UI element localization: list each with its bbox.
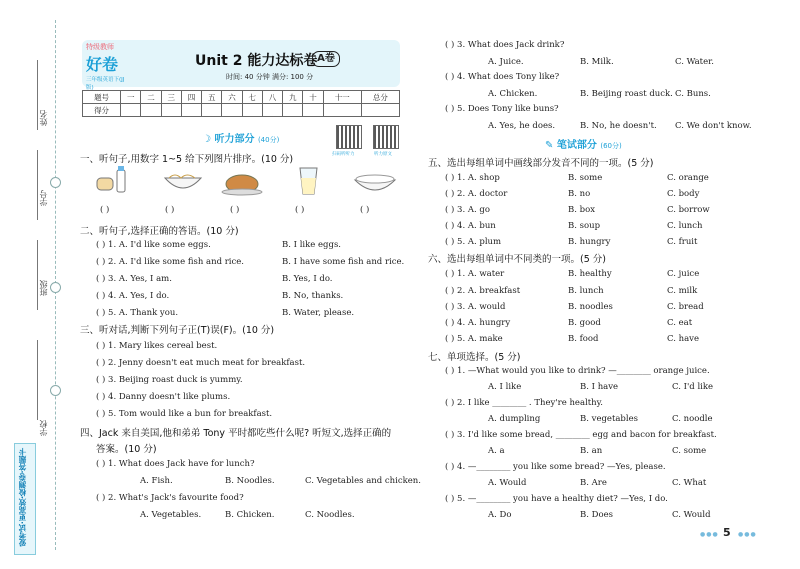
s4-option-b: B. Beijing roast duck. <box>580 89 673 99</box>
student-id-label: 学号 <box>39 190 48 206</box>
binding-hole <box>50 177 61 188</box>
s7-option-a: A. Would <box>488 478 527 488</box>
s4-question[interactable]: ( ) 4. What does Tony like? <box>445 72 560 82</box>
score-input-cell[interactable] <box>181 104 201 117</box>
score-cell: 二 <box>141 91 161 104</box>
s3-question[interactable]: ( ) 5. Tom would like a bun for breakfast. <box>96 409 273 419</box>
score-cell: 一 <box>121 91 141 104</box>
s7-option-a: A. a <box>488 446 505 456</box>
score-cell: 题号 <box>83 91 121 104</box>
qr-caption-transcript: 听力原文 <box>374 152 392 157</box>
s6-option-c: C. have <box>667 334 699 344</box>
listening-title-text: 听力部分 <box>214 134 255 145</box>
s6-question[interactable]: ( ) 5. A. make <box>445 334 503 344</box>
s3-question[interactable]: ( ) 4. Danny doesn't like plums. <box>96 392 231 402</box>
class-field-line[interactable] <box>37 240 38 310</box>
noodles-bowl-icon <box>165 175 201 188</box>
s6-option-b: B. noodles <box>568 302 613 312</box>
s4-option-a: A. Chicken. <box>488 89 538 99</box>
s4-option-a: A. Juice. <box>488 57 524 67</box>
s5-option-b: B. hungry <box>568 237 611 247</box>
score-input-cell[interactable] <box>222 104 242 117</box>
s5-option-b: B. box <box>568 205 596 215</box>
s7-option-c: C. What <box>672 478 707 488</box>
s5-question[interactable]: ( ) 1. A. shop <box>445 173 500 183</box>
section-5-heading: 五、选出每组单词中画线部分发音不同的一项。(5 分) <box>428 158 654 169</box>
s7-option-c: C. I'd like <box>672 382 714 392</box>
page-number-decoration: ●●● <box>738 531 757 538</box>
s6-option-b: B. food <box>568 334 599 344</box>
s7-question[interactable]: ( ) 2. I like ________ . They're healthy. <box>445 398 603 408</box>
s5-question[interactable]: ( ) 2. A. doctor <box>445 189 508 199</box>
s4-option-b: B. Chicken. <box>225 510 275 520</box>
section-6-heading: 六、选出每组单词中不同类的一项。(5 分) <box>428 254 606 265</box>
s6-question[interactable]: ( ) 4. A. hungry <box>445 318 511 328</box>
s7-option-b: B. Does <box>580 510 613 520</box>
s3-question[interactable]: ( ) 1. Mary likes cereal best. <box>96 341 218 351</box>
s3-question[interactable]: ( ) 3. Beijing roast duck is yummy. <box>96 375 243 385</box>
s4-option-a: A. Vegetables. <box>140 510 202 520</box>
page-title: Unit 2 能力达标卷 <box>195 53 318 69</box>
s7-option-b: B. Are <box>580 478 607 488</box>
logo-wordmark: 好卷 <box>86 55 119 74</box>
s7-question[interactable]: ( ) 5. —________ you have a healthy diet? —Yes, I do. <box>445 494 668 504</box>
s4-question[interactable]: ( ) 1. What does Jack have for lunch? <box>96 459 255 469</box>
s7-question[interactable]: ( ) 4. —________ you like some bread? —Yes, please. <box>445 462 666 472</box>
section-4-heading: 四、Jack 来自美国,他和弟弟 Tony 平时都吃些什么呢? 听短文,选择正确的 <box>80 428 392 439</box>
page-number-decoration: ●●● <box>700 531 719 538</box>
score-cell: 四 <box>181 91 201 104</box>
s5-question[interactable]: ( ) 4. A. bun <box>445 221 496 231</box>
writing-points: (60分) <box>600 142 622 150</box>
s4-option-b: B. Noodles. <box>225 476 275 486</box>
score-input-cell[interactable] <box>262 104 282 117</box>
score-input-cell[interactable] <box>323 104 361 117</box>
s5-option-b: B. soup <box>568 221 601 231</box>
class-label: 班级 <box>39 280 48 296</box>
s6-option-c: C. milk <box>667 286 698 296</box>
score-input-cell[interactable] <box>242 104 262 117</box>
s4-option-c: C. Vegetables and chicken. <box>305 476 421 486</box>
s5-question[interactable]: ( ) 3. A. go <box>445 205 490 215</box>
picture-answer-blank[interactable]: ( ) <box>230 205 240 215</box>
s6-option-c: C. eat <box>667 318 693 328</box>
s2-option-b: B. I like eggs. <box>282 240 342 250</box>
score-cell: 六 <box>222 91 242 104</box>
score-table <box>82 90 400 117</box>
s7-question[interactable]: ( ) 3. I'd like some bread, ________ egg and bacon for breakfast. <box>445 430 717 440</box>
s4-question[interactable]: ( ) 2. What's Jack's favourite food? <box>96 493 244 503</box>
qr-code-transcript[interactable] <box>373 125 399 149</box>
picture-answer-blank[interactable]: ( ) <box>295 205 305 215</box>
side-advert-text: 爱考试·更高效·检测卷·答题卡 <box>18 448 27 547</box>
school-field-line[interactable] <box>37 340 38 420</box>
binding-hole <box>50 282 61 293</box>
score-input-cell[interactable] <box>161 104 181 117</box>
score-input-cell[interactable] <box>141 104 161 117</box>
score-row-label: 得分 <box>83 104 121 117</box>
section-2-heading: 二、听句子,选择正确的答语。(10 分) <box>80 226 239 237</box>
s7-option-b: B. an <box>580 446 603 456</box>
name-label: 姓名 <box>39 110 48 126</box>
s7-option-c: C. noodle <box>672 414 713 424</box>
s5-option-c: C. orange <box>667 173 709 183</box>
score-cell: 十一 <box>323 91 361 104</box>
s7-question[interactable]: ( ) 1. —What would you like to drink? —________ orange juice. <box>445 366 710 376</box>
s7-option-a: A. I like <box>488 382 522 392</box>
side-advert <box>14 443 36 555</box>
s5-option-c: C. borrow <box>667 205 710 215</box>
s5-question[interactable]: ( ) 5. A. plum <box>445 237 502 247</box>
s6-option-b: B. lunch <box>568 286 604 296</box>
milk-bottle-and-bread-icon <box>97 166 125 192</box>
s6-option-c: C. bread <box>667 302 704 312</box>
writing-section-title <box>545 136 622 151</box>
brand-logo <box>86 42 130 91</box>
s5-option-b: B. no <box>568 189 591 199</box>
student-id-field-line[interactable] <box>37 150 38 220</box>
picture-answer-blank[interactable]: ( ) <box>165 205 175 215</box>
picture-row <box>95 166 415 198</box>
section-3-heading: 三、听对话,判断下列句子正(T)误(F)。(10 分) <box>80 325 275 336</box>
score-input-cell[interactable] <box>202 104 222 117</box>
logo-grade: 三年级英语下(JJ版) <box>86 77 125 91</box>
score-cell: 八 <box>262 91 282 104</box>
s3-question[interactable]: ( ) 2. Jenny doesn't eat much meat for breakfast. <box>96 358 306 368</box>
s4-option-a: A. Yes, he does. <box>488 121 556 131</box>
score-cell: 十 <box>303 91 323 104</box>
s2-question[interactable]: ( ) 1. A. I'd like some eggs. <box>96 240 211 250</box>
score-input-cell[interactable] <box>303 104 323 117</box>
s4-option-c: C. Water. <box>675 57 714 67</box>
s2-option-b: B. No, thanks. <box>282 291 344 301</box>
section-7-heading: 七、单项选择。(5 分) <box>428 352 521 363</box>
s4-question[interactable]: ( ) 3. What does Jack drink? <box>445 40 565 50</box>
s4-option-a: A. Fish. <box>140 476 173 486</box>
s2-question[interactable]: ( ) 3. A. Yes, I am. <box>96 274 172 284</box>
score-input-cell[interactable] <box>361 104 399 117</box>
s4-option-c: C. We don't know. <box>675 121 752 131</box>
score-table-header-row <box>83 91 400 104</box>
paper-version-badge: A卷 <box>312 51 340 67</box>
s2-option-b: B. I have some fish and rice. <box>282 257 405 267</box>
s6-question[interactable]: ( ) 3. A. would <box>445 302 506 312</box>
score-cell: 五 <box>202 91 222 104</box>
listening-section-title <box>202 130 279 145</box>
qr-code-audio[interactable] <box>336 125 362 149</box>
s5-option-c: C. fruit <box>667 237 698 247</box>
s4-option-b: B. No, he doesn't. <box>580 121 657 131</box>
s7-option-a: A. Do <box>488 510 512 520</box>
s4-question[interactable]: ( ) 5. Does Tony like buns? <box>445 104 559 114</box>
exam-info: 时间: 40 分钟 满分: 100 分 <box>226 73 314 81</box>
rice-bowl-icon <box>355 175 395 190</box>
s2-option-b: B. Yes, I do. <box>282 274 333 284</box>
writing-title-text: 笔试部分 <box>556 140 597 151</box>
s7-option-b: B. vegetables <box>580 414 638 424</box>
s6-option-c: C. juice <box>667 269 700 279</box>
s2-question[interactable]: ( ) 5. A. Thank you. <box>96 308 179 318</box>
score-cell: 总分 <box>361 91 399 104</box>
score-input-cell[interactable] <box>283 104 303 117</box>
s2-question[interactable]: ( ) 2. A. I'd like some fish and rice. <box>96 257 244 267</box>
picture-answer-blank[interactable]: ( ) <box>360 205 370 215</box>
s4-option-c: C. Buns. <box>675 89 711 99</box>
headphones-icon: ☽ <box>202 134 215 145</box>
s5-option-b: B. some <box>568 173 603 183</box>
binding-hole <box>50 385 61 396</box>
section-4-heading-cont: 答案。(10 分) <box>96 444 157 455</box>
page-number: 5 <box>723 526 731 539</box>
s4-option-c: C. Noodles. <box>305 510 355 520</box>
roast-duck-icon <box>222 175 262 195</box>
logo-tagline: 特级教师 <box>86 43 114 51</box>
s2-question[interactable]: ( ) 4. A. Yes, I do. <box>96 291 170 301</box>
picture-answer-blank[interactable]: ( ) <box>100 205 110 215</box>
pencil-icon: ✎ <box>545 140 557 151</box>
score-table-score-row <box>83 104 400 117</box>
s7-option-c: C. some <box>672 446 707 456</box>
score-input-cell[interactable] <box>121 104 141 117</box>
glass-of-juice-icon <box>300 168 317 194</box>
score-cell: 九 <box>283 91 303 104</box>
s7-option-c: C. Would <box>672 510 711 520</box>
listening-points: (40分) <box>257 136 280 144</box>
s7-option-b: B. I have <box>580 382 619 392</box>
score-cell: 七 <box>242 91 262 104</box>
s5-option-c: C. lunch <box>667 221 703 231</box>
section-1-heading: 一、听句子,用数字 1~5 给下列图片排序。(10 分) <box>80 154 294 165</box>
qr-caption-audio: 扫码听听力 <box>332 152 355 157</box>
s4-option-b: B. Milk. <box>580 57 614 67</box>
s5-option-c: C. body <box>667 189 700 199</box>
school-label: 学校 <box>39 420 48 436</box>
s6-option-b: B. good <box>568 318 601 328</box>
s2-option-b: B. Water, please. <box>282 308 355 318</box>
s6-option-b: B. healthy <box>568 269 612 279</box>
s6-question[interactable]: ( ) 2. A. breakfast <box>445 286 521 296</box>
score-cell: 三 <box>161 91 181 104</box>
s7-option-a: A. dumpling <box>488 414 541 424</box>
s6-question[interactable]: ( ) 1. A. water <box>445 269 505 279</box>
